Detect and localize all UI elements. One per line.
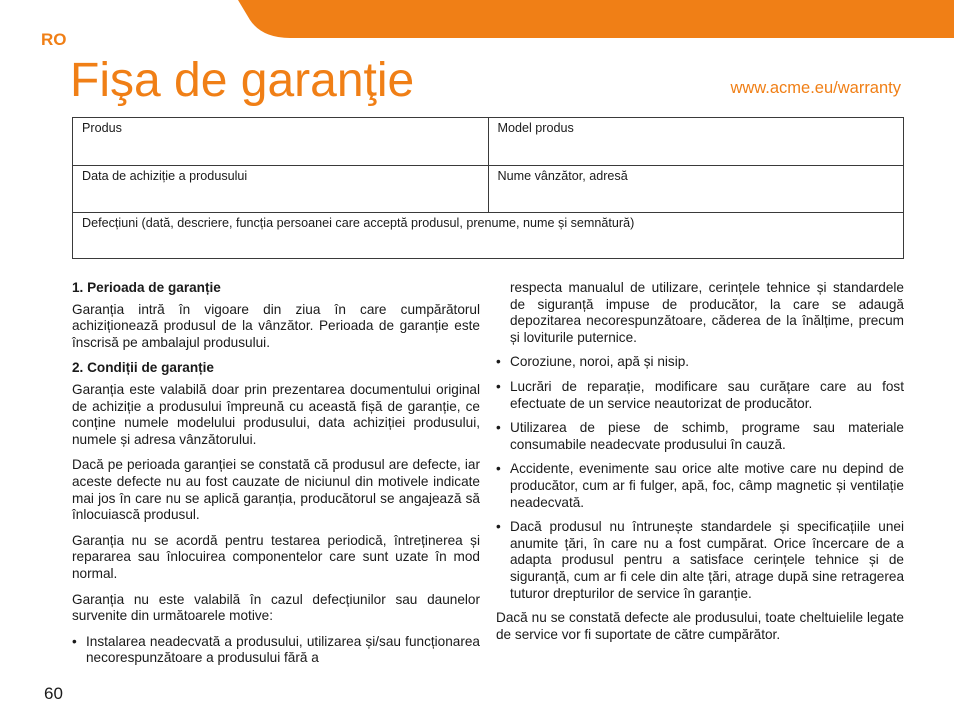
product-model-field[interactable] <box>488 118 904 166</box>
conditions-paragraph: Garanția este valabilă doar prin prezentarea documentului original de achiziție a produsului împreună cu această fișă de garanție, ce conține numele modelului produsului, data achiziției produsului, numele și adresa vânzătorului. <box>72 381 480 447</box>
section-heading-period: 1. Perioada de garanție <box>72 280 221 295</box>
conditions-paragraph: Garanția nu este valabilă în cazul defecțiunilor sau daunelor survenite din următoarele motive: <box>72 591 480 624</box>
exclusions-list <box>72 634 480 667</box>
closing-paragraph: Dacă nu se constată defecte ale produsului, toate cheltuielile legate de service vor fi suportate de către cumpărător. <box>496 610 904 642</box>
product-field-label: Produs <box>82 121 122 135</box>
seller-address-field-label: Nume vânzător, adresă <box>497 168 628 183</box>
warranty-url-link[interactable]: www.acme.eu/warranty <box>730 79 901 97</box>
left-column <box>72 280 480 675</box>
period-paragraph: Garanția intră în vigoare din ziua în care cumpărătorul achiziționează produsul de la vânzător. Perioada de garanție este înscrisă pe ambalajul produsului. <box>72 301 480 350</box>
list-item: • Accidente, evenimente sau orice alte motive care nu depind de producător, cum ar fi fulger, apă, foc, câmp magnetic și ventilație neadecvată. <box>496 461 904 511</box>
list-item-continuation: respecta manualul de utilizare, cerințele tehnice și standardele de siguranță impuse de producător, la care se adaugă depozitarea necorespunzătoare, căderea de la înălțime, precum și loviturile puternice. <box>510 280 904 345</box>
purchase-date-field[interactable] <box>73 165 489 213</box>
defects-field[interactable] <box>73 213 904 259</box>
warranty-form-table <box>72 117 904 259</box>
section-heading-conditions: 2. Condiții de garanție <box>72 360 214 376</box>
list-item: • Coroziune, noroi, apă și nisip. <box>496 354 904 371</box>
page-title: Fişa de garanţie <box>70 54 415 107</box>
conditions-paragraph: Dacă pe perioada garanției se constată că produsul are defecte, iar aceste defecte nu au fost cauzate de niciunul din motivele indicate mai jos în care nu se aplică garanția, producătorul se angajează să înlocuiască produsul. <box>72 457 480 523</box>
list-item: • Instalarea neadecvată a produsului, utilizarea și/sau funcționarea necorespunzătoare a produsului fără a <box>72 634 480 667</box>
list-item: • Lucrări de reparație, modificare sau curățare care au fost efectuate de un service neautorizat de producător. <box>496 379 904 412</box>
page-number: 60 <box>44 684 63 703</box>
purchase-date-field-label: Data de achiziție a produsului <box>82 168 248 183</box>
right-column <box>496 280 904 652</box>
defects-field-label: Defecțiuni (dată, descriere, funcția persoanei care acceptă produsul, prenume, nume și semnătură) <box>82 216 635 231</box>
conditions-paragraph: Garanția nu se acordă pentru testarea periodică, întreținerea și repararea sau înlocuirea componentelor care sunt uzate în mod normal. <box>72 532 480 581</box>
list-item: • Utilizarea de piese de schimb, programe sau materiale consumabile neadecvate produsului în cauză. <box>496 420 904 453</box>
exclusions-list <box>496 354 904 602</box>
list-item: • Dacă produsul nu întrunește standardele și specificațiile unei anumite țări, în care nu a fost cumpărat. Orice încercare de a adapta produsul pentru a satisface cerințele tehnice și de siguranță, cum ar fi cele din alte țări, atrage după sine retragerea tuturor drepturilor de service în garanție. <box>496 519 904 602</box>
seller-address-field[interactable] <box>488 165 904 213</box>
product-field[interactable] <box>73 118 489 166</box>
language-code: RO <box>41 30 67 49</box>
product-model-field-label: Model produs <box>497 121 574 135</box>
header-accent-tab <box>0 0 954 38</box>
